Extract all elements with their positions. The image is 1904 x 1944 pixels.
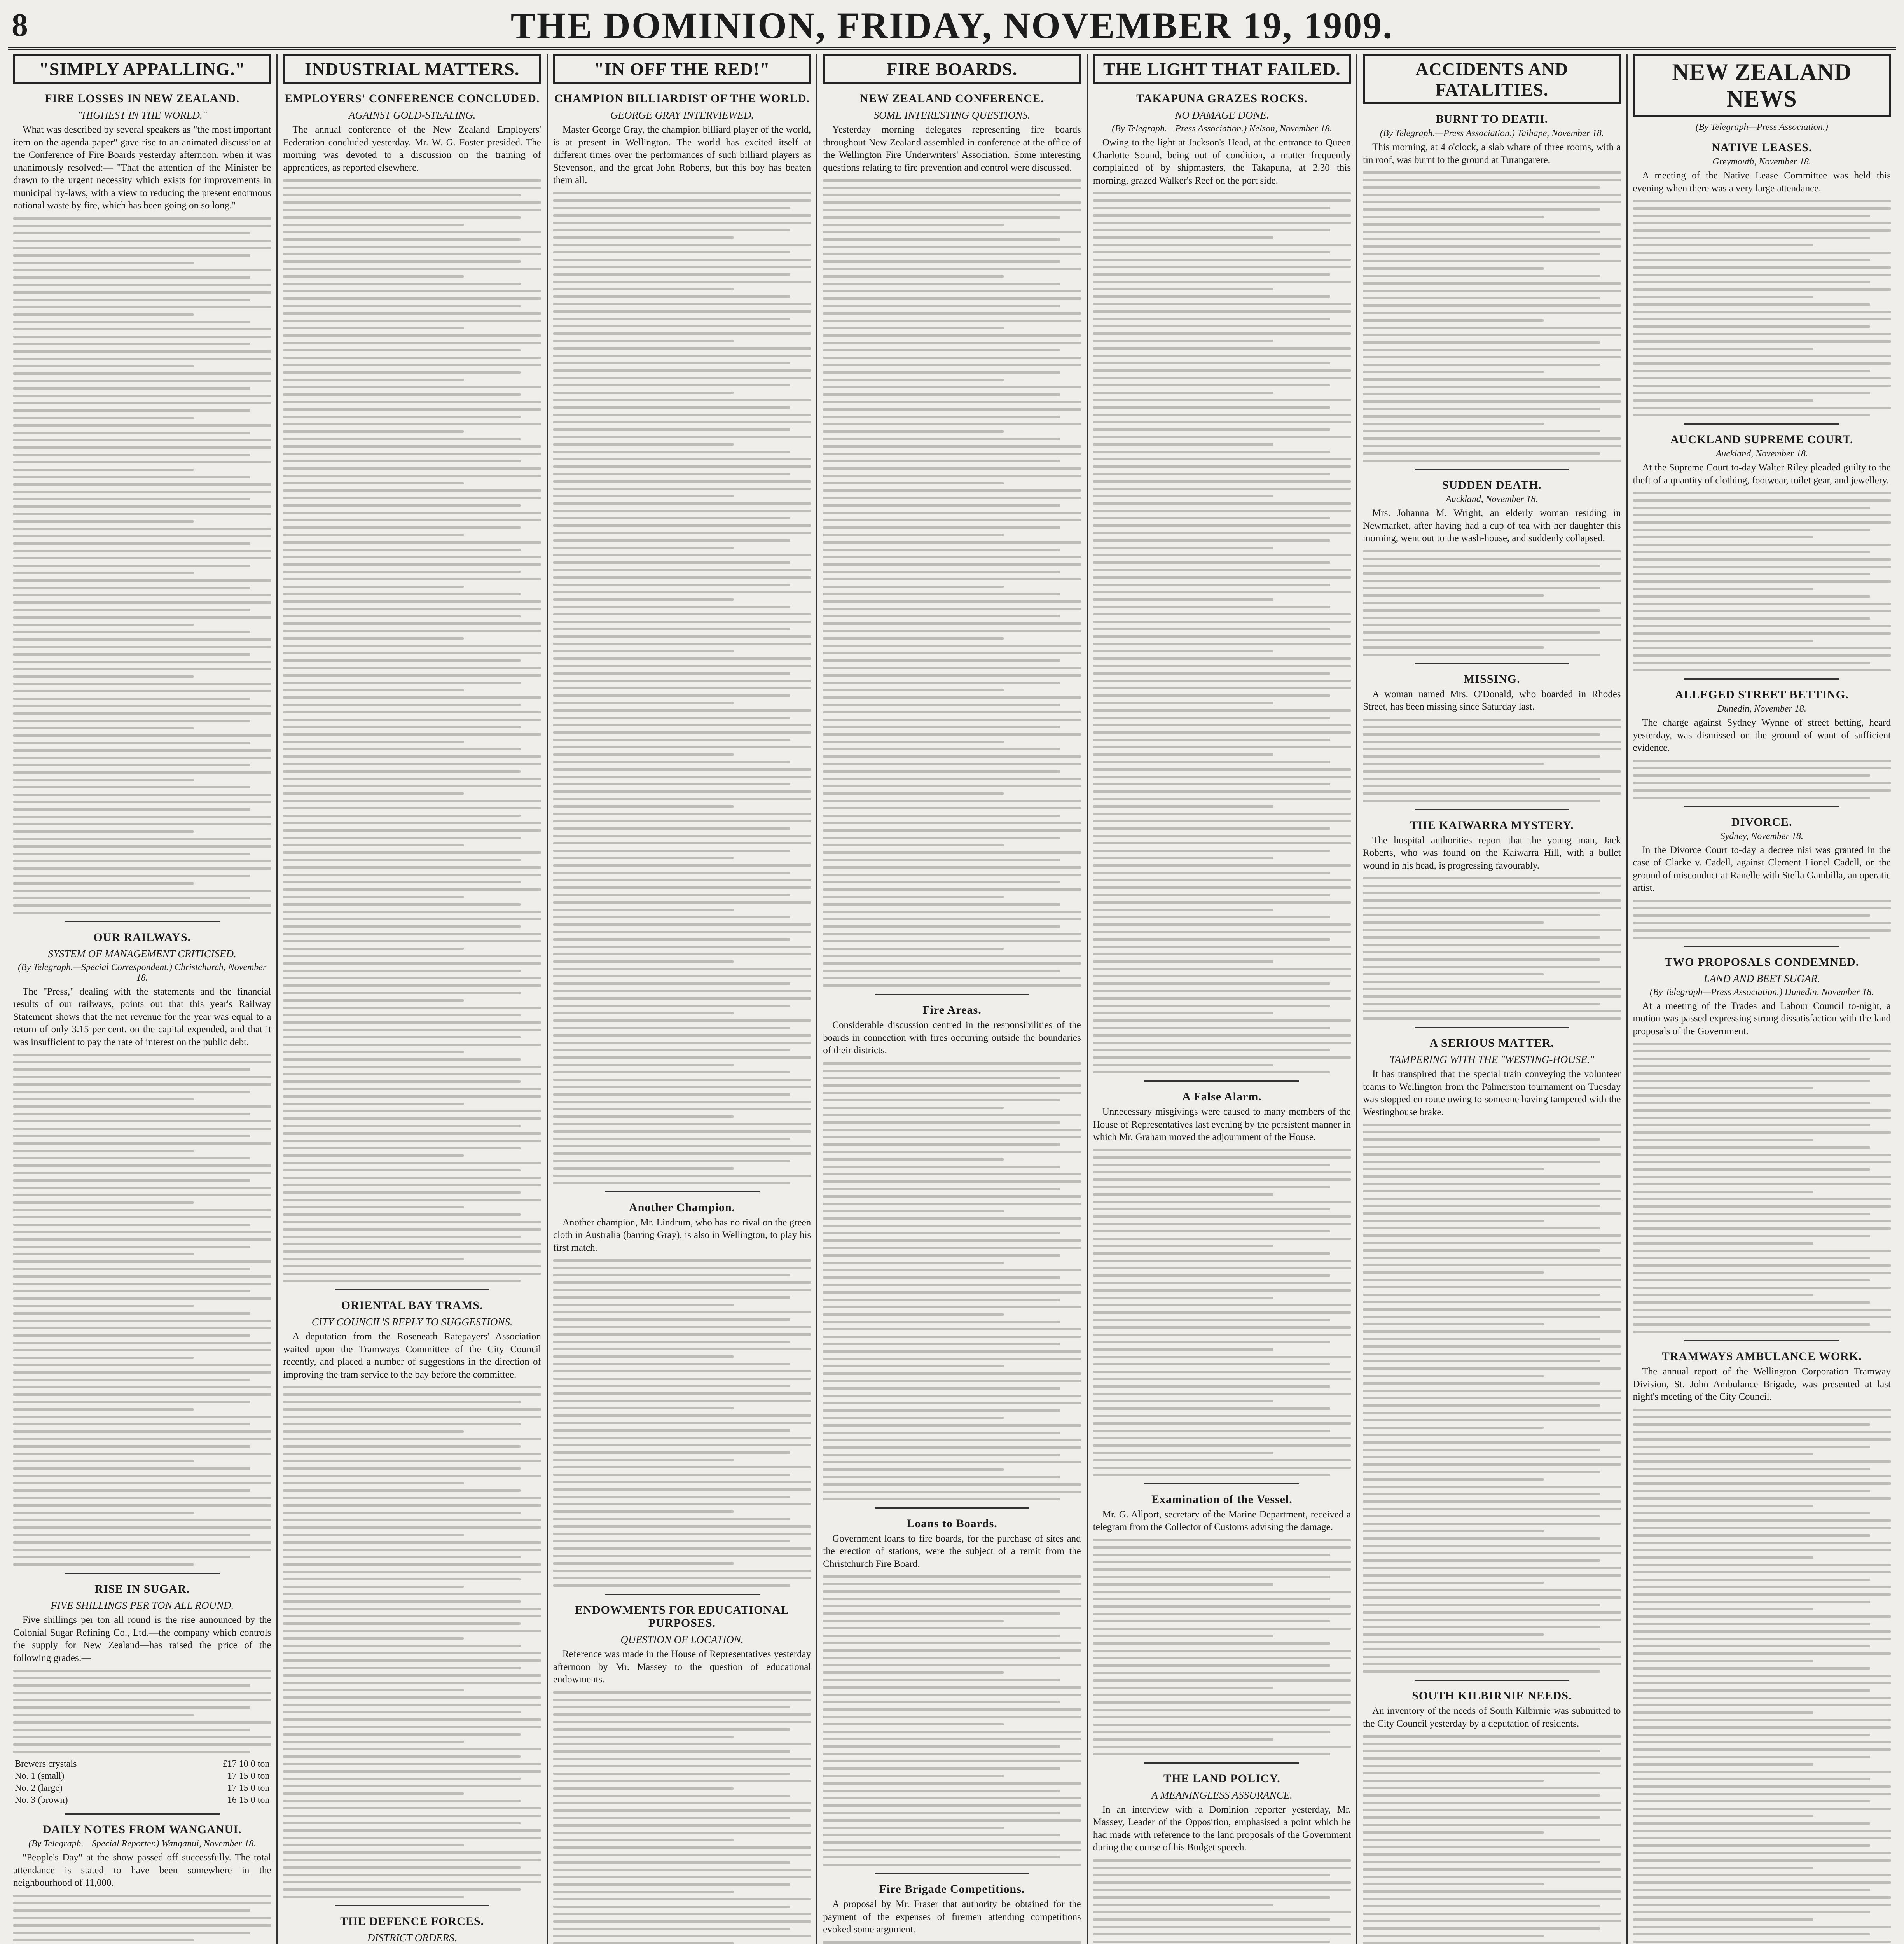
- article-body: The "Press," dealing with the statements and the financial results of our railways, points out that this year's Railway Statement shows that the net revenue for the year was equal to a return of only 3.15 per cent. on the capital expended, and that it was insufficient to pay the rate of interest on the public debt.: [13, 986, 271, 1047]
- divider: [1144, 1483, 1299, 1484]
- divider: [65, 1813, 220, 1815]
- table-row: [13, 1782, 271, 1794]
- divider: [1684, 806, 1839, 807]
- divider: [1415, 663, 1569, 664]
- article-body: Government loans to fire boards, for the purchase of sites and the erection of stations, were the subject of a remit from the Christchurch Fire Board.: [823, 1533, 1081, 1569]
- body-text-block: [553, 1259, 811, 1587]
- article-dateline: (By Telegraph.—Press Association.) Nelson, November 18.: [1112, 124, 1332, 134]
- article: [553, 92, 811, 1184]
- article-headline: DIVORCE.: [1731, 815, 1792, 829]
- article-body: A proposal by Mr. Fraser that authority be obtained for the payment of the expenses of firemen attending competitions evoked some argument.: [823, 1899, 1081, 1935]
- divider: [1684, 423, 1839, 425]
- article-dateline: (By Telegraph.—Press Association.) Taihape, November 18.: [1380, 128, 1604, 138]
- body-text-block: [1363, 171, 1621, 462]
- article: [553, 1594, 811, 1944]
- article-subhead: SYSTEM OF MANAGEMENT CRITICISED.: [48, 948, 236, 960]
- body-text-block: [13, 217, 271, 914]
- article-body: The charge against Sydney Wynne of street betting, heard yesterday, was dismissed on the ground of want of sufficient evidence.: [1633, 717, 1891, 753]
- article-headline: TWO PROPOSALS CONDEMNED.: [1665, 955, 1859, 969]
- article-body: The hospital authorities report that the young man, Jack Roberts, who was found on the Kaiwarra Hill, with a bullet wound in his head, is progressing favourably.: [1363, 835, 1621, 871]
- article-body: In an interview with a Dominion reporter yesterday, Mr. Massey, Leader of the Opposition, emphasised a point which he had made with reference to the land proposals of the Government during the course of his Budget speech.: [1093, 1804, 1351, 1853]
- body-text-block: [283, 1386, 541, 1898]
- article: [283, 1905, 541, 1944]
- article: [1363, 113, 1621, 462]
- body-text-block: [1363, 1735, 1621, 1944]
- body-text-block: [13, 1054, 271, 1566]
- article-dateline: (By Telegraph—Press Association.) Dunedin, November 18.: [1650, 987, 1874, 997]
- body-text-block: [1633, 900, 1891, 939]
- body-text-block: [13, 1670, 271, 1753]
- article-headline: NEW ZEALAND CONFERENCE.: [860, 92, 1044, 105]
- section-title: THE LIGHT THAT FAILED.: [1093, 54, 1351, 84]
- article-headline: EMPLOYERS' CONFERENCE CONCLUDED.: [285, 92, 540, 105]
- article-body: At a meeting of the Trades and Labour Council to-night, a motion was passed expressing strong dissatisfaction with the land proposals of the Government.: [1633, 1000, 1891, 1037]
- article-subhead: "HIGHEST IN THE WORLD.": [77, 109, 207, 121]
- article-headline: A False Alarm.: [1182, 1090, 1262, 1103]
- article-headline: TRAMWAYS AMBULANCE WORK.: [1661, 1350, 1862, 1363]
- article-subhead: GEORGE GRAY INTERVIEWED.: [610, 109, 754, 121]
- body-text-block: [1363, 877, 1621, 1020]
- sugar-price: 17 15 0 ton: [227, 1771, 270, 1781]
- article-body: Another champion, Mr. Lindrum, who has no rival on the green cloth in Australia (barring Gray), is also in Wellington, to play his first match.: [553, 1217, 811, 1253]
- section-title: NEW ZEALAND NEWS: [1633, 54, 1891, 117]
- article-dateline: Auckland, November 18.: [1715, 449, 1808, 459]
- article: [1363, 809, 1621, 1020]
- article-dateline: Greymouth, November 18.: [1712, 157, 1811, 167]
- divider: [1684, 1340, 1839, 1341]
- article-headline: DAILY NOTES FROM WANGANUI.: [42, 1823, 242, 1836]
- column-2: [278, 54, 547, 1944]
- body-text-block: [1633, 1409, 1891, 1944]
- section-title: "IN OFF THE RED!": [553, 54, 811, 84]
- divider: [875, 994, 1029, 995]
- article-headline: CHAMPION BILLIARDIST OF THE WORLD.: [554, 92, 810, 105]
- article-headline: SOUTH KILBIRNIE NEEDS.: [1412, 1689, 1572, 1702]
- article-body: The annual report of the Wellington Corporation Tramway Division, St. John Ambulance Brigade, was presented at last night's meeting of the City Council.: [1633, 1366, 1891, 1402]
- article: [1363, 663, 1621, 802]
- article-headline: Examination of the Vessel.: [1151, 1493, 1293, 1506]
- divider: [1684, 678, 1839, 680]
- article-body: "People's Day" at the show passed off successfully. The total attendance is stated to have been somewhere in the neighbourhood of 11,000.: [13, 1852, 271, 1888]
- body-text-block: [1363, 550, 1621, 656]
- article: [823, 92, 1081, 987]
- article-headline: A SERIOUS MATTER.: [1429, 1037, 1555, 1049]
- article: [1633, 678, 1891, 799]
- body-text-block: [823, 1941, 1081, 1944]
- article: [1633, 141, 1891, 416]
- article-headline: SUDDEN DEATH.: [1442, 479, 1542, 491]
- article-headline: Fire Brigade Competitions.: [879, 1883, 1025, 1895]
- body-text-block: [1093, 1539, 1351, 1755]
- article-body: Considerable discussion centred in the responsibilities of the boards in connection with fires occurring outside the boundaries of their districts.: [823, 1020, 1081, 1056]
- divider: [605, 1594, 760, 1595]
- article-headline: BURNT TO DEATH.: [1436, 113, 1548, 126]
- article-headline: Loans to Boards.: [907, 1517, 997, 1530]
- divider: [875, 1507, 1029, 1509]
- article: [1633, 1340, 1891, 1944]
- article-headline: FIRE LOSSES IN NEW ZEALAND.: [45, 92, 240, 105]
- article: [553, 1191, 811, 1587]
- sugar-grade: Brewers crystals: [15, 1759, 77, 1769]
- article-body: Master George Gray, the champion billiard player of the world, is at present in Wellington. The world has excited itself at different times over the performances of such billiard players as Stevenson, and the great John Roberts, but this boy has beaten them all.: [553, 124, 811, 185]
- sugar-grade: No. 2 (large): [15, 1783, 63, 1793]
- article-subhead: SOME INTERESTING QUESTIONS.: [873, 109, 1031, 121]
- divider: [1415, 469, 1569, 470]
- article-headline: RISE IN SUGAR.: [94, 1582, 190, 1595]
- body-text-block: [13, 1895, 271, 1944]
- table-row: [13, 1794, 271, 1806]
- article-body: Mr. G. Allport, secretary of the Marine Department, received a telegram from the Collector of Customs advising the damage.: [1093, 1509, 1351, 1532]
- article: [1093, 1762, 1351, 1944]
- article-subhead: AGAINST GOLD-STEALING.: [348, 109, 476, 121]
- masthead: [8, 4, 1896, 50]
- article-dateline: (By Telegraph.—Special Reporter.) Wanganui, November 18.: [28, 1839, 256, 1849]
- body-text-block: [1633, 1043, 1891, 1333]
- article-body: This morning, at 4 o'clock, a slab whare of three rooms, with a tin roof, was burnt to the ground at Turangarere.: [1363, 142, 1621, 165]
- article: [283, 1289, 541, 1898]
- table-row: [13, 1770, 271, 1782]
- body-text-block: [823, 179, 1081, 987]
- article-headline: THE DEFENCE FORCES.: [340, 1915, 484, 1928]
- article: [823, 994, 1081, 1500]
- article: [1093, 92, 1351, 1073]
- article: [1633, 806, 1891, 939]
- article-headline: OUR RAILWAYS.: [93, 930, 191, 944]
- article-body: Reference was made in the House of Representatives yesterday afternoon by Mr. Massey to the question of educational endowments.: [553, 1649, 811, 1685]
- article: [1093, 1483, 1351, 1755]
- article: [1363, 1027, 1621, 1673]
- section-title: ACCIDENTS AND FATALITIES.: [1363, 54, 1621, 104]
- article: [1363, 1680, 1621, 1944]
- body-text-block: [1093, 1859, 1351, 1944]
- column-3: [548, 54, 817, 1944]
- article-body: In the Divorce Court to-day a decree nisi was granted in the case of Clarke v. Cadell, against Clement Lionel Cadell, on the ground of misconduct at Ranelle with Stella Gambilla, an operatic artist.: [1633, 844, 1891, 893]
- article-subhead: NO DAMAGE DONE.: [1175, 109, 1269, 121]
- sugar-grade: No. 3 (brown): [15, 1795, 68, 1805]
- article-subhead: CITY COUNCIL'S REPLY TO SUGGESTIONS.: [311, 1316, 513, 1328]
- divider: [1415, 1680, 1569, 1681]
- article-body: Yesterday morning delegates representing fire boards throughout New Zealand assembled in conference at the office of the Wellington Fire Underwriters' Association. Some interesting questions relating to fire prevention and control were discussed.: [823, 124, 1081, 173]
- column-1: [8, 54, 278, 1944]
- article-headline: MISSING.: [1464, 672, 1520, 685]
- article: [283, 92, 541, 1282]
- article-headline: Fire Areas.: [922, 1003, 982, 1016]
- sugar-price: 17 15 0 ton: [227, 1783, 270, 1793]
- divider: [335, 1289, 489, 1290]
- column-container: [8, 54, 1896, 1944]
- article-body: Owing to the light at Jackson's Head, at the entrance to Queen Charlotte Sound, being out of condition, a matter frequently complained of by shipmasters, the Takapuna, at 2.30 this morning, grazed Walker's Reef on the port side.: [1093, 137, 1351, 186]
- section-title: FIRE BOARDS.: [823, 54, 1081, 84]
- body-text-block: [1093, 192, 1351, 1073]
- column-5: [1088, 54, 1357, 1944]
- article-body: At the Supreme Court to-day Walter Riley pleaded guilty to the theft of a quantity of clothing, footwear, toilet gear, and jewellery.: [1633, 462, 1891, 486]
- body-text-block: [1633, 200, 1891, 416]
- article-body: An inventory of the needs of South Kilbirnie was submitted to the City Council yesterday by a deputation of residents.: [1363, 1706, 1621, 1729]
- section-subtitle: (By Telegraph—Press Association.): [1695, 122, 1828, 132]
- divider: [1684, 946, 1839, 947]
- article: [1633, 423, 1891, 671]
- sugar-price-table: [13, 1758, 271, 1806]
- divider: [65, 1573, 220, 1574]
- article: [13, 92, 271, 914]
- article-subhead: TAMPERING WITH THE "WESTING-HOUSE.": [1389, 1054, 1594, 1065]
- page-number: 8: [12, 7, 28, 43]
- article-body: It has transpired that the special train conveying the volunteer teams to Wellington from the Palmerston tournament on Tuesday was stopped en route owing to someone having tampered with the Westinghouse brake.: [1363, 1069, 1621, 1117]
- table-row: [13, 1758, 271, 1770]
- article: [13, 1573, 271, 1806]
- article: [13, 921, 271, 1566]
- body-text-block: [283, 179, 541, 1282]
- article: [823, 1507, 1081, 1866]
- article-subhead: DISTRICT ORDERS.: [367, 1932, 457, 1944]
- article-headline: THE LAND POLICY.: [1163, 1772, 1280, 1785]
- body-text-block: [823, 1575, 1081, 1866]
- article-headline: ENDOWMENTS FOR EDUCATIONAL PURPOSES.: [575, 1603, 789, 1629]
- article-headline: ORIENTAL BAY TRAMS.: [341, 1299, 483, 1312]
- article-body: The annual conference of the New Zealand Employers' Federation concluded yesterday. Mr. W. G. Foster presided. The morning was devoted to a discussion on the training of apprentices, as reported elsewhere.: [283, 124, 541, 173]
- divider: [1415, 809, 1569, 810]
- sugar-price: £17 10 0 ton: [222, 1759, 270, 1769]
- body-text-block: [553, 1691, 811, 1944]
- body-text-block: [1363, 1124, 1621, 1673]
- column-7: [1628, 54, 1896, 1944]
- column-6: [1357, 54, 1627, 1944]
- article-body: Unnecessary misgivings were caused to many members of the House of Representatives last evening by the persistent manner in which Mr. Graham moved the adjournment of the House.: [1093, 1107, 1351, 1142]
- body-text-block: [823, 1062, 1081, 1500]
- sugar-price: 16 15 0 ton: [227, 1795, 270, 1805]
- article-dateline: (By Telegraph.—Special Correspondent.) Christchurch, November 18.: [18, 962, 267, 983]
- section-title: INDUSTRIAL MATTERS.: [283, 54, 541, 84]
- divider: [1415, 1027, 1569, 1028]
- body-text-block: [1633, 760, 1891, 799]
- divider: [65, 921, 220, 922]
- article-subhead: FIVE SHILLINGS PER TON ALL ROUND.: [51, 1600, 234, 1611]
- article: [1633, 946, 1891, 1334]
- article: [823, 1873, 1081, 1944]
- article-headline: AUCKLAND SUPREME COURT.: [1670, 433, 1853, 446]
- article-headline: ALLEGED STREET BETTING.: [1675, 688, 1849, 701]
- article-body: What was described by several speakers as "the most important item on the agenda paper" gave rise to an animated discussion at the Conference of Fire Boards yesterday afternoon, when it was unanimously resolved:— "That the attention of the Minister be drawn to the urgent necessity which exists for improvements in municipal by-laws, with a view to reducing the present enormous national waste by fire, which has been going on so long.": [13, 124, 271, 211]
- body-text-block: [1633, 492, 1891, 671]
- body-text-block: [1363, 719, 1621, 802]
- article-headline: NATIVE LEASES.: [1711, 141, 1812, 154]
- article-headline: Another Champion.: [629, 1201, 735, 1214]
- article: [1363, 469, 1621, 656]
- article-subhead: A MEANINGLESS ASSURANCE.: [1151, 1789, 1293, 1801]
- divider: [1144, 1080, 1299, 1082]
- divider: [335, 1905, 489, 1906]
- divider: [875, 1873, 1029, 1874]
- article-dateline: Auckland, November 18.: [1446, 494, 1538, 504]
- article-body: Mrs. Johanna M. Wright, an elderly woman residing in Newmarket, after having had a cup of tea with her daughter this morning, went out to the wash-house, and suddenly collapsed.: [1363, 508, 1621, 544]
- article-body: A deputation from the Roseneath Ratepayers' Association waited upon the Tramways Committee of the City Council recently, and placed a number of suggestions in the direction of improving the tram service to the bay before the committee.: [283, 1331, 541, 1380]
- article-subhead: LAND AND BEET SUGAR.: [1703, 972, 1820, 984]
- body-text-block: [1093, 1149, 1351, 1476]
- article-headline: THE KAIWARRA MYSTERY.: [1410, 818, 1574, 832]
- article: [13, 1813, 271, 1944]
- body-text-block: [553, 192, 811, 1184]
- column-4: [817, 54, 1087, 1944]
- article-headline: TAKAPUNA GRAZES ROCKS.: [1136, 92, 1308, 105]
- article-body: Five shillings per ton all round is the rise announced by the Colonial Sugar Refining Co., Ltd.—the company which controls the supply for New Zealand—has raised the price of the following grades:—: [13, 1615, 271, 1663]
- article-body: A woman named Mrs. O'Donald, who boarded in Rhodes Street, has been missing since Saturday last.: [1363, 689, 1621, 712]
- section-title: "SIMPLY APPALLING.": [13, 54, 271, 84]
- article-dateline: Dunedin, November 18.: [1717, 704, 1806, 714]
- article-subhead: QUESTION OF LOCATION.: [620, 1634, 744, 1645]
- article-dateline: Sydney, November 18.: [1720, 831, 1803, 841]
- article: [1093, 1080, 1351, 1476]
- divider: [605, 1191, 760, 1192]
- divider: [1144, 1762, 1299, 1764]
- newspaper-title: THE DOMINION, FRIDAY, NOVEMBER 19, 1909.: [510, 5, 1394, 46]
- sugar-grade: No. 1 (small): [15, 1771, 65, 1781]
- article-body: A meeting of the Native Lease Committee was held this evening when there was a very large attendance.: [1633, 170, 1891, 194]
